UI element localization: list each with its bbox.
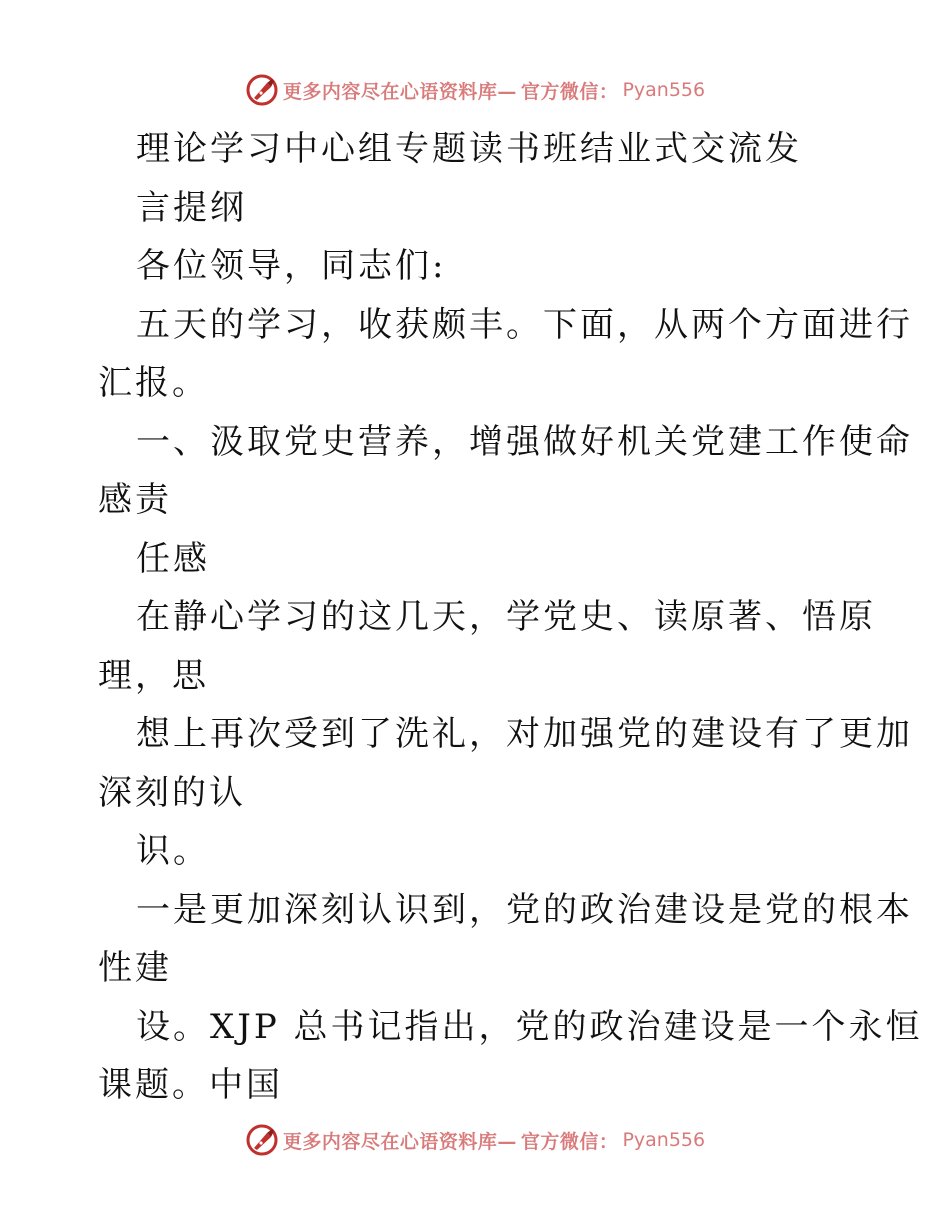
- footer-banner-content: [245, 1123, 705, 1157]
- document-line: 任感: [136, 538, 210, 579]
- document-line: 深刻的认: [98, 772, 246, 813]
- header-wechat-label: 官方微信：: [520, 80, 619, 103]
- document-line: 一是更加深刻认识到，党的政治建设是党的根本: [136, 889, 913, 930]
- document-line: 课题。中国: [98, 1065, 283, 1105]
- header-banner: [0, 70, 950, 110]
- document-line: 设。XJP 总书记指出，党的政治建设是一个永恒: [136, 1006, 923, 1047]
- footer-wechat-id: Pyan556: [622, 1129, 706, 1151]
- document-body: [98, 120, 923, 1115]
- document-line: 一、汲取党史营养，增强做好机关党建工作使命: [136, 421, 913, 462]
- document-line: 汇报。: [98, 363, 209, 403]
- footer-wechat-label: 官方微信：: [520, 1130, 619, 1153]
- pen-nib-logo-icon: [245, 1123, 279, 1157]
- document-line: 五天的学习，收获颇丰。下面，从两个方面进行: [136, 304, 913, 345]
- document-line: 言提纲: [136, 187, 247, 228]
- pen-nib-logo-icon: [245, 73, 279, 107]
- document-line: 性建: [98, 948, 172, 988]
- header-banner-content: [245, 73, 705, 107]
- document-line: 想上再次受到了洗礼，对加强党的建设有了更加: [136, 714, 913, 754]
- footer-banner-text: 更多内容尽在心语资料库—: [282, 1130, 517, 1153]
- document-line: 理，思: [98, 655, 209, 696]
- footer-banner: [0, 1120, 950, 1160]
- document-line: 识。: [136, 831, 210, 871]
- document-line: 各位领导，同志们:: [136, 246, 447, 286]
- header-banner-text: 更多内容尽在心语资料库—: [282, 80, 517, 103]
- document-line: 感责: [98, 480, 172, 520]
- document-line: 在静心学习的这几天，学党史、读原著、悟原: [136, 597, 876, 637]
- document-line: 理论学习中心组专题读书班结业式交流发: [136, 129, 802, 169]
- header-wechat-id: Pyan556: [622, 79, 706, 101]
